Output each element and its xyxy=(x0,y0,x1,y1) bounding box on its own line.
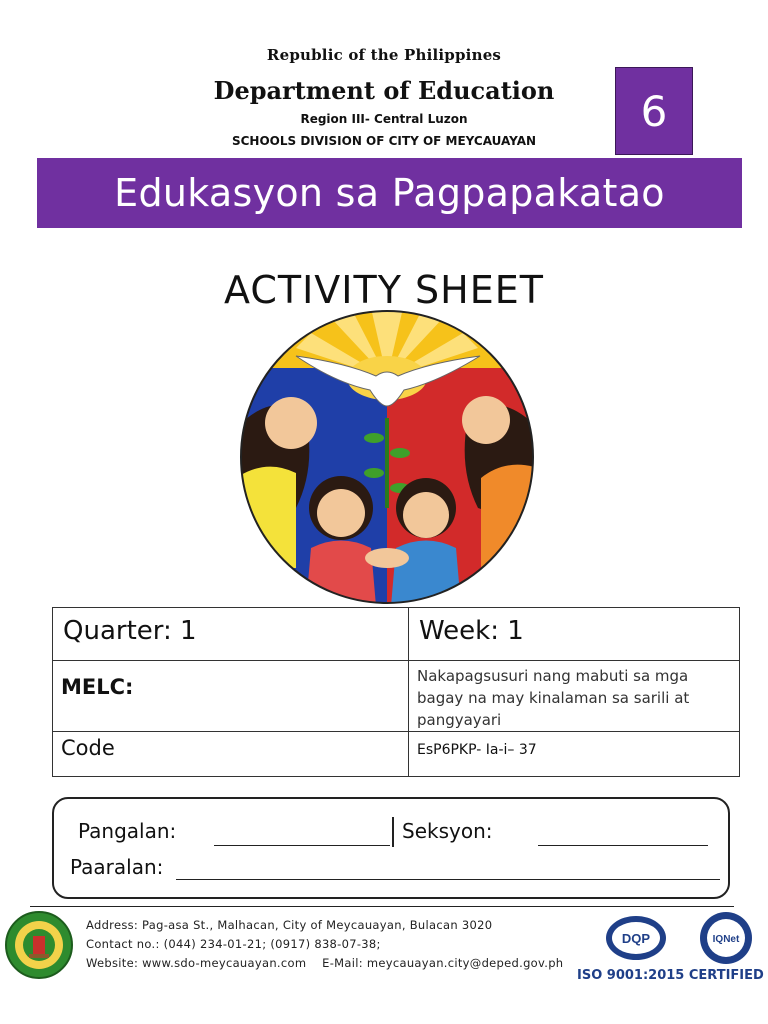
week-cell xyxy=(409,608,740,661)
header-republic: Republic of the Philippines xyxy=(266,46,502,64)
code-text: EsP6PKP- Ia-i– 37 xyxy=(417,742,537,758)
iso-logo-dqp-text: DQP xyxy=(621,931,651,946)
iso-certification-logos xyxy=(604,910,764,966)
code-label: Code xyxy=(61,736,115,760)
melc-text: Nakapagsusuri nang mabuti sa mga bagay na may kinalaman sa sarili at pangyayari xyxy=(417,667,690,729)
footer-divider xyxy=(30,906,734,907)
code-text-cell xyxy=(409,732,740,777)
week-label: Week: 1 xyxy=(419,616,524,646)
name-field[interactable] xyxy=(214,845,390,846)
name-label: Pangalan: xyxy=(78,819,177,843)
subject-title: Edukasyon sa Pagpapakatao xyxy=(114,171,665,215)
melc-label-cell xyxy=(53,661,409,732)
melc-label: MELC: xyxy=(61,675,134,699)
activity-sheet-title: ACTIVITY SHEET xyxy=(224,268,544,312)
footer-website[interactable]: Website: www.sdo-meycauayan.com xyxy=(86,956,307,970)
family-emblem-illustration xyxy=(236,308,538,606)
footer-email[interactable]: E-Mail: meycauayan.city@deped.gov.ph xyxy=(322,956,564,970)
header-division: SCHOOLS DIVISION OF CITY OF MEYCAUAYAN xyxy=(231,134,537,148)
melc-text-cell xyxy=(409,661,740,732)
footer-address: Address: Pag-asa St., Malhacan, City of Meycauayan, Bulacan 3020 xyxy=(86,918,493,932)
quarter-label: Quarter: 1 xyxy=(63,616,197,646)
subject-title-bar xyxy=(37,158,742,228)
section-label: Seksyon: xyxy=(402,819,493,843)
sdo-seal-logo xyxy=(4,910,74,980)
iso-certified-label: ISO 9001:2015 CERTIFIED xyxy=(577,968,764,983)
iso-logo-iqnet-text: IQNet xyxy=(712,934,740,945)
school-field[interactable] xyxy=(176,879,720,880)
quarter-cell xyxy=(53,608,409,661)
section-field[interactable] xyxy=(538,845,708,846)
header-department: Department of Education xyxy=(213,76,555,105)
footer-contact: Contact no.: (044) 234-01-21; (0917) 838-07-38; xyxy=(86,937,381,951)
activity-info-table xyxy=(52,607,740,777)
student-info-form xyxy=(52,797,730,899)
grade-badge: 6 xyxy=(615,67,693,155)
school-label: Paaralan: xyxy=(70,855,164,879)
header-region: Region III- Central Luzon xyxy=(300,112,468,126)
field-separator xyxy=(392,817,394,847)
footer-contact-web xyxy=(86,956,563,970)
code-label-cell xyxy=(53,732,409,777)
